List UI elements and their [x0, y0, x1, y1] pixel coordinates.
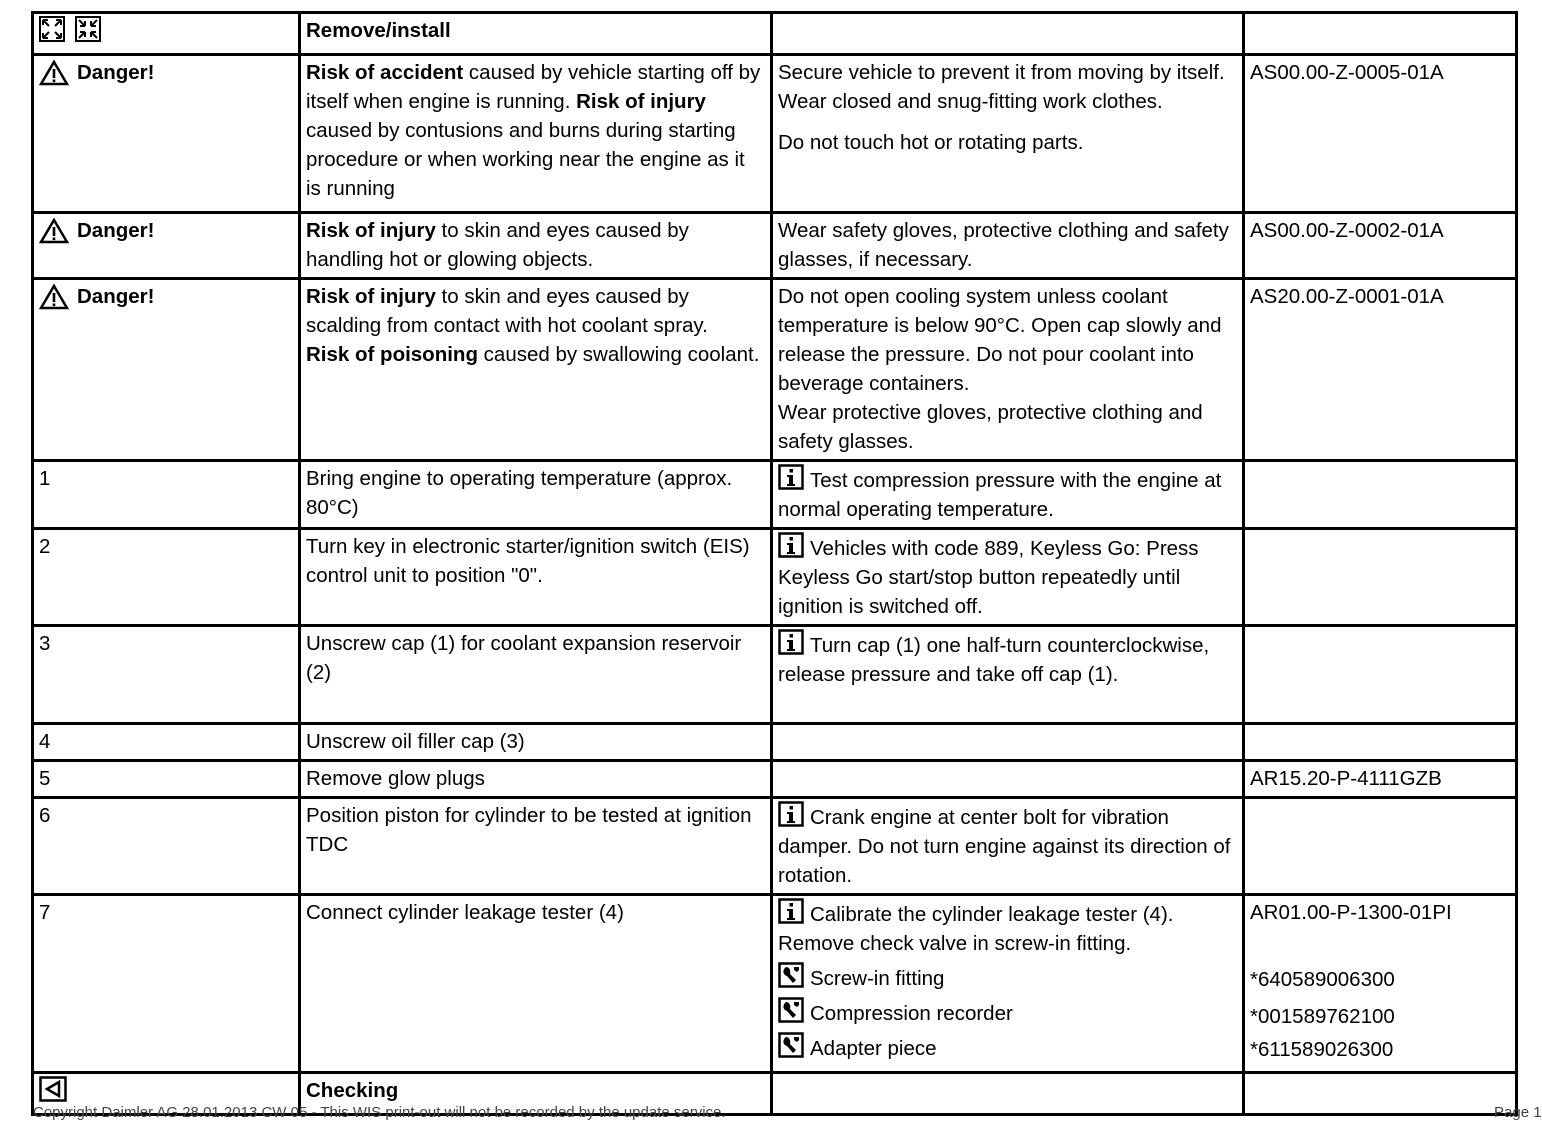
step-number: 6: [33, 798, 300, 895]
danger-risk-cell: [300, 213, 772, 279]
reference-link[interactable]: AS00.00-Z-0002-01A: [1250, 219, 1444, 242]
danger-label-text: Danger!: [77, 219, 155, 242]
danger-label: [39, 58, 154, 87]
checking-empty-cell: [1244, 1073, 1517, 1115]
header-empty-cell: [1244, 13, 1517, 55]
danger-ref-cell: [1244, 213, 1517, 279]
reference-link[interactable]: AS20.00-Z-0001-01A: [1250, 285, 1444, 308]
step-action: Unscrew oil filler cap (3): [300, 724, 772, 761]
step-note-cell: [772, 798, 1244, 895]
info-icon: [778, 464, 804, 490]
danger-measures-cell: [772, 279, 1244, 461]
danger-measures-cell: [772, 55, 1244, 213]
danger-label-text: Danger!: [77, 61, 155, 84]
step-row: [33, 724, 1517, 761]
step-row: [33, 626, 1517, 724]
page-number: Page 1: [1494, 1104, 1542, 1121]
risk-text: caused by vehicle starting off by itself when engine is running.: [306, 61, 761, 113]
step-action: Connect cylinder leakage tester (4): [300, 895, 772, 1073]
risk-text: caused by contusions and burns during starting procedure or when working near the engine as it is running: [306, 119, 745, 200]
measure-text: Secure vehicle to prevent it from moving by itself.: [778, 61, 1225, 84]
special-tool-icon: [778, 997, 804, 1023]
step-note: Crank engine at center bolt for vibration damper. Do not turn engine against its direction of rotation.: [778, 806, 1231, 887]
step-note: Vehicles with code 889, Keyless Go: Press Keyless Go start/stop button repeatedly until ignition is switched off.: [778, 537, 1199, 618]
procedure-table: [31, 11, 1518, 1116]
step-ref-cell: [1244, 626, 1517, 724]
danger-ref-cell: [1244, 279, 1517, 461]
step-note: Calibrate the cylinder leakage tester (4). Remove check valve in screw-in fitting.: [778, 903, 1174, 955]
danger-risk-cell: [300, 55, 772, 213]
step-number: 3: [33, 626, 300, 724]
step-note: Test compression pressure with the engine at normal operating temperature.: [778, 469, 1222, 521]
measure-text: Do not touch hot or rotating parts.: [778, 131, 1084, 154]
danger-measures-cell: [772, 213, 1244, 279]
info-icon: [778, 532, 804, 558]
step-number: 5: [33, 761, 300, 798]
info-icon: [778, 629, 804, 655]
danger-label-text: Danger!: [77, 285, 155, 308]
warning-triangle-icon: [39, 60, 69, 86]
step-ref-cell: [1244, 798, 1517, 895]
step-row: [33, 529, 1517, 626]
danger-label: [39, 216, 154, 245]
header-title: Remove/install: [300, 13, 772, 55]
step-action: Bring engine to operating temperature (approx. 80°C): [300, 461, 772, 529]
info-icon: [778, 801, 804, 827]
danger-risk-cell: [300, 279, 772, 461]
copyright-footer: Copyright Daimler AG 28.01.2013 CW 05 - This WIS print-out will not be recorded by the update service.: [33, 1104, 726, 1121]
warning-triangle-icon: [39, 284, 69, 310]
special-tool-icon: [778, 1032, 804, 1058]
tool-number[interactable]: *611589026300: [1250, 1038, 1394, 1061]
step-note-cell: [772, 724, 1244, 761]
step-row: [33, 761, 1517, 798]
tool-label: Screw-in fitting: [810, 967, 945, 990]
step-action: Position piston for cylinder to be tested at ignition TDC: [300, 798, 772, 895]
header-row: [33, 13, 1517, 55]
risk-text: caused by swallowing coolant.: [477, 343, 760, 366]
step-action: Remove glow plugs: [300, 761, 772, 798]
risk-bold: Risk of accident: [306, 61, 464, 84]
step-ref-cell: [1244, 529, 1517, 626]
danger-row: [33, 279, 1517, 461]
tool-item: [778, 997, 1237, 1028]
step-note-cell: [772, 529, 1244, 626]
risk-text: to skin and eyes caused by scalding from contact with hot coolant spray.: [306, 285, 708, 337]
tool-item: [778, 1032, 1237, 1063]
risk-bold: Risk of injury: [306, 219, 436, 242]
danger-label-cell: [33, 279, 300, 461]
checking-label: Checking: [300, 1073, 772, 1115]
tool-item: [778, 962, 1237, 993]
step-row: [33, 461, 1517, 529]
reference-link[interactable]: AS00.00-Z-0005-01A: [1250, 61, 1444, 84]
danger-ref-cell: [1244, 55, 1517, 213]
header-empty-cell: [772, 13, 1244, 55]
step-ref-cell: [1244, 895, 1517, 1073]
header-icons-cell: [33, 13, 300, 55]
measure-text: Wear protective gloves, protective clothing and safety glasses.: [778, 401, 1203, 453]
risk-bold: Risk of injury: [576, 90, 706, 113]
danger-row: [33, 55, 1517, 213]
expand-icon[interactable]: [39, 16, 65, 42]
step-note: Turn cap (1) one half-turn counterclockwise, release pressure and take off cap (1).: [778, 634, 1210, 686]
step-note-cell: [772, 895, 1244, 1073]
step-row: [33, 798, 1517, 895]
danger-label-cell: [33, 213, 300, 279]
collapse-icon[interactable]: [75, 16, 101, 42]
measure-text: Wear closed and snug-fitting work clothes.: [778, 90, 1163, 113]
risk-text: to skin and eyes caused by handling hot or glowing objects.: [306, 219, 689, 271]
step-ref-cell: [1244, 761, 1517, 798]
step-number: 1: [33, 461, 300, 529]
danger-label-cell: [33, 55, 300, 213]
warning-triangle-icon: [39, 218, 69, 244]
checking-empty-cell: [772, 1073, 1244, 1115]
step-number: 4: [33, 724, 300, 761]
risk-bold: Risk of poisoning: [306, 343, 478, 366]
reference-link[interactable]: AR15.20-P-4111GZB: [1250, 767, 1442, 790]
tool-label: Adapter piece: [810, 1037, 937, 1060]
step-note-cell: [772, 626, 1244, 724]
reference-link[interactable]: AR01.00-P-1300-01PI: [1250, 901, 1452, 924]
step-ref-cell: [1244, 461, 1517, 529]
risk-bold: Risk of injury: [306, 285, 436, 308]
step-action: Turn key in electronic starter/ignition switch (EIS) control unit to position "0".: [300, 529, 772, 626]
measure-text: Wear safety gloves, protective clothing and safety glasses, if necessary.: [778, 219, 1229, 271]
tool-number[interactable]: *640589006300: [1250, 968, 1395, 991]
step-note-cell: [772, 761, 1244, 798]
step-number: 7: [33, 895, 300, 1073]
step-row: [33, 895, 1517, 1073]
step-action: Unscrew cap (1) for coolant expansion reservoir (2): [300, 626, 772, 724]
step-note-cell: [772, 461, 1244, 529]
step-ref-cell: [1244, 724, 1517, 761]
danger-row: [33, 213, 1517, 279]
info-icon: [778, 898, 804, 924]
step-note-line: [778, 898, 1237, 958]
step-number: 2: [33, 529, 300, 626]
measure-text: Do not open cooling system unless coolant temperature is below 90°C. Open cap slowly and release the pressure. Do not pour coolant into beverage containers.: [778, 285, 1222, 395]
tool-label: Compression recorder: [810, 1002, 1013, 1025]
tool-number[interactable]: *001589762100: [1250, 1005, 1395, 1028]
special-tool-icon: [778, 962, 804, 988]
danger-label: [39, 282, 154, 311]
